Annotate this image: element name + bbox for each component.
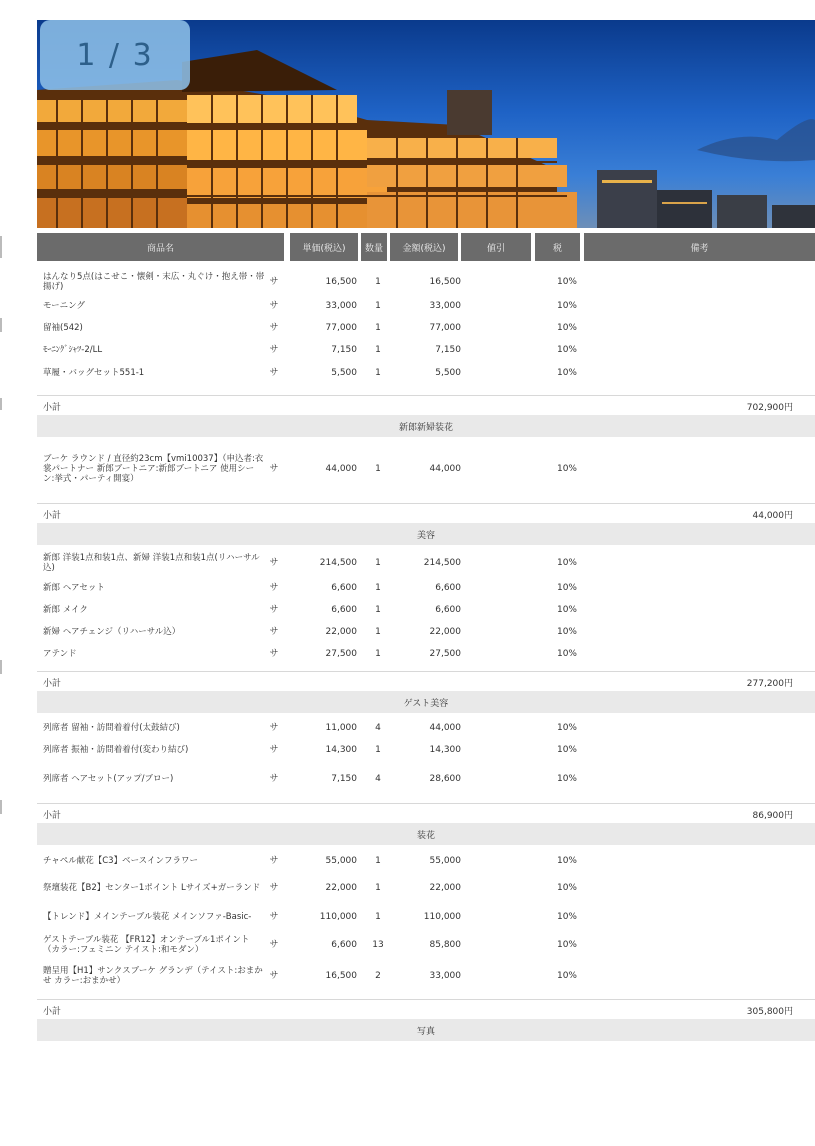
table-header	[37, 233, 815, 261]
amount: 33,000	[429, 970, 461, 981]
service-mark: サ	[269, 648, 279, 659]
section-header: 美容	[37, 523, 815, 545]
tax-rate: 10%	[556, 648, 577, 659]
subtotal-label: 小計	[43, 1006, 62, 1017]
quantity: 1	[375, 648, 381, 659]
edge-mark	[0, 318, 2, 332]
service-mark: サ	[269, 322, 279, 333]
item-name: ゲストテーブル装花 【FR12】オンテーブル1ポイント（カラー:フェミニン テイスト:和モダン）	[43, 934, 250, 955]
quantity: 1	[375, 604, 381, 615]
subtotal-value: 86,900円	[752, 810, 793, 821]
edge-mark	[0, 660, 2, 674]
unit-price: 44,000	[325, 463, 357, 474]
subtotal-row	[37, 803, 815, 823]
item-name: チャペル献花【C3】ベースインフラワー	[43, 855, 198, 866]
service-mark: サ	[269, 367, 279, 378]
item-name: モーニング	[43, 300, 85, 311]
tax-rate: 10%	[556, 882, 577, 893]
table-row	[37, 295, 815, 317]
spacer	[37, 261, 815, 269]
quantity: 4	[375, 722, 381, 733]
amount: 7,150	[435, 344, 461, 355]
table-row	[37, 849, 815, 873]
item-name: 新郎 洋装1点和装1点、新婦 洋装1点和装1点(リハーサル込)	[43, 552, 260, 573]
quantity: 4	[375, 773, 381, 784]
table-row	[37, 599, 815, 621]
service-mark: サ	[269, 722, 279, 733]
tax-rate: 10%	[556, 322, 577, 333]
tax-rate: 10%	[556, 367, 577, 378]
subtotal-value: 305,800円	[746, 1006, 793, 1017]
unit-price: 77,000	[325, 322, 357, 333]
amount: 28,600	[429, 773, 461, 784]
spacer	[37, 385, 815, 395]
service-mark: サ	[269, 604, 279, 615]
quantity: 1	[375, 855, 381, 866]
amount: 33,000	[429, 300, 461, 311]
unit-price: 55,000	[325, 855, 357, 866]
amount: 6,600	[435, 604, 461, 615]
service-mark: サ	[269, 882, 279, 893]
table-row	[37, 441, 815, 497]
table-body	[37, 261, 815, 1041]
quantity: 1	[375, 322, 381, 333]
item-name: 列席者 振袖・訪問着着付(変わり結び)	[43, 744, 189, 755]
amount: 22,000	[429, 882, 461, 893]
table-row	[37, 717, 815, 739]
header-discount: 値引	[461, 233, 531, 261]
unit-price: 22,000	[325, 626, 357, 637]
unit-price: 7,150	[331, 773, 357, 784]
unit-price: 7,150	[331, 344, 357, 355]
unit-price: 11,000	[325, 722, 357, 733]
unit-price: 33,000	[325, 300, 357, 311]
header-name: 商品名	[37, 233, 284, 261]
header-tax: 税	[535, 233, 580, 261]
amount: 85,800	[429, 939, 461, 950]
tax-rate: 10%	[556, 970, 577, 981]
item-name: ﾓｰﾆﾝｸﾞｼｬﾂ-2/LL	[43, 344, 103, 355]
tax-rate: 10%	[556, 276, 577, 287]
tax-rate: 10%	[556, 744, 577, 755]
unit-price: 5,500	[331, 367, 357, 378]
unit-price: 16,500	[325, 970, 357, 981]
amount: 44,000	[429, 722, 461, 733]
service-mark: サ	[269, 939, 279, 950]
quantity: 1	[375, 744, 381, 755]
item-name: はんなり5点(はこせこ・懐剣・末広・丸ぐけ・抱え帯・帯揚げ)	[43, 271, 265, 292]
service-mark: サ	[269, 582, 279, 593]
tax-rate: 10%	[556, 344, 577, 355]
amount: 55,000	[429, 855, 461, 866]
item-name: 【トレンド】メインテーブル装花 メインソファ-Basic-	[43, 911, 252, 922]
item-name: 贈呈用【H1】サンクスブーケ グランデ（テイスト:おまかせ カラー:おまかせ）	[43, 965, 263, 986]
quantity: 1	[375, 463, 381, 474]
unit-price: 6,600	[331, 604, 357, 615]
item-name: 新婦 ヘアチェンジ（リハーサル込）	[43, 626, 181, 637]
item-name: ブーケ ラウンド / 直径約23cm【vmi10037】（申込者:衣裳パートナー 新郎ブートニア:新郎ブートニア 使用シーン:挙式・パーティ開宴）	[43, 453, 264, 485]
tax-rate: 10%	[556, 939, 577, 950]
subtotal-row	[37, 395, 815, 415]
amount: 77,000	[429, 322, 461, 333]
subtotal-row	[37, 999, 815, 1019]
estimate-table	[37, 233, 815, 1041]
service-mark: サ	[269, 300, 279, 311]
unit-price: 110,000	[319, 911, 357, 922]
table-row	[37, 317, 815, 339]
tax-rate: 10%	[556, 557, 577, 568]
section-header: 新郎新婦装花	[37, 415, 815, 437]
unit-price: 14,300	[325, 744, 357, 755]
unit-price: 16,500	[325, 276, 357, 287]
amount: 14,300	[429, 744, 461, 755]
tax-rate: 10%	[556, 773, 577, 784]
item-name: アテンド	[43, 648, 77, 659]
service-mark: サ	[269, 911, 279, 922]
service-mark: サ	[269, 855, 279, 866]
subtotal-row	[37, 503, 815, 523]
item-name: 留袖(542)	[43, 322, 83, 333]
tax-rate: 10%	[556, 300, 577, 311]
subtotal-row	[37, 671, 815, 691]
quantity: 1	[375, 300, 381, 311]
amount: 27,500	[429, 648, 461, 659]
amount: 22,000	[429, 626, 461, 637]
table-row	[37, 761, 815, 797]
service-mark: サ	[269, 463, 279, 474]
subtotal-label: 小計	[43, 402, 62, 413]
item-name: 新郎 ヘアセット	[43, 582, 105, 593]
table-row	[37, 577, 815, 599]
quantity: 1	[375, 582, 381, 593]
table-row	[37, 739, 815, 761]
amount: 110,000	[423, 911, 461, 922]
header-unit-price: 単価(税込)	[290, 233, 358, 261]
item-name: 新郎 メイク	[43, 604, 88, 615]
service-mark: サ	[269, 626, 279, 637]
quantity: 2	[375, 970, 381, 981]
table-row	[37, 931, 815, 959]
quantity: 1	[375, 367, 381, 378]
table-row	[37, 643, 815, 665]
subtotal-value: 702,900円	[746, 402, 793, 413]
amount: 214,500	[423, 557, 461, 568]
item-name: 祭壇装花【B2】センター1ポイント Lサイズ+ガーランド	[43, 882, 261, 893]
tax-rate: 10%	[556, 626, 577, 637]
quantity: 1	[375, 882, 381, 893]
image-counter-text: 1 / 3	[76, 37, 154, 73]
table-row	[37, 873, 815, 903]
item-name: 列席者 留袖・訪問着着付(太鼓結び)	[43, 722, 180, 733]
section-header: 写真	[37, 1019, 815, 1041]
item-name: 列席者 ヘアセット(アップ/ブロー)	[43, 773, 174, 784]
header-qty: 数量	[361, 233, 387, 261]
subtotal-value: 44,000円	[752, 510, 793, 521]
tax-rate: 10%	[556, 855, 577, 866]
subtotal-value: 277,200円	[746, 678, 793, 689]
edge-mark	[0, 398, 2, 410]
service-mark: サ	[269, 276, 279, 287]
tax-rate: 10%	[556, 911, 577, 922]
header-note: 備考	[584, 233, 815, 261]
service-mark: サ	[269, 773, 279, 784]
subtotal-label: 小計	[43, 810, 62, 821]
quantity: 1	[375, 276, 381, 287]
table-row	[37, 621, 815, 643]
amount: 16,500	[429, 276, 461, 287]
item-name: 草履・バッグセット551-1	[43, 367, 145, 378]
unit-price: 22,000	[325, 882, 357, 893]
amount: 44,000	[429, 463, 461, 474]
quantity: 1	[375, 911, 381, 922]
amount: 5,500	[435, 367, 461, 378]
unit-price: 6,600	[331, 939, 357, 950]
table-row	[37, 339, 815, 361]
table-row	[37, 959, 815, 993]
service-mark: サ	[269, 744, 279, 755]
tax-rate: 10%	[556, 582, 577, 593]
table-row	[37, 361, 815, 385]
quantity: 1	[375, 626, 381, 637]
service-mark: サ	[269, 970, 279, 981]
quantity: 1	[375, 344, 381, 355]
edge-mark	[0, 800, 2, 814]
service-mark: サ	[269, 557, 279, 568]
unit-price: 6,600	[331, 582, 357, 593]
table-row	[37, 903, 815, 931]
section-header: ゲスト美容	[37, 691, 815, 713]
unit-price: 27,500	[325, 648, 357, 659]
quantity: 1	[375, 557, 381, 568]
section-header: 装花	[37, 823, 815, 845]
image-counter-badge	[40, 20, 190, 90]
quantity: 13	[372, 939, 384, 950]
header-amount: 金額(税込)	[390, 233, 458, 261]
amount: 6,600	[435, 582, 461, 593]
tax-rate: 10%	[556, 604, 577, 615]
unit-price: 214,500	[319, 557, 357, 568]
edge-mark	[0, 236, 2, 258]
subtotal-label: 小計	[43, 678, 62, 689]
tax-rate: 10%	[556, 463, 577, 474]
table-row	[37, 269, 815, 295]
subtotal-label: 小計	[43, 510, 62, 521]
table-row	[37, 549, 815, 577]
tax-rate: 10%	[556, 722, 577, 733]
service-mark: サ	[269, 344, 279, 355]
